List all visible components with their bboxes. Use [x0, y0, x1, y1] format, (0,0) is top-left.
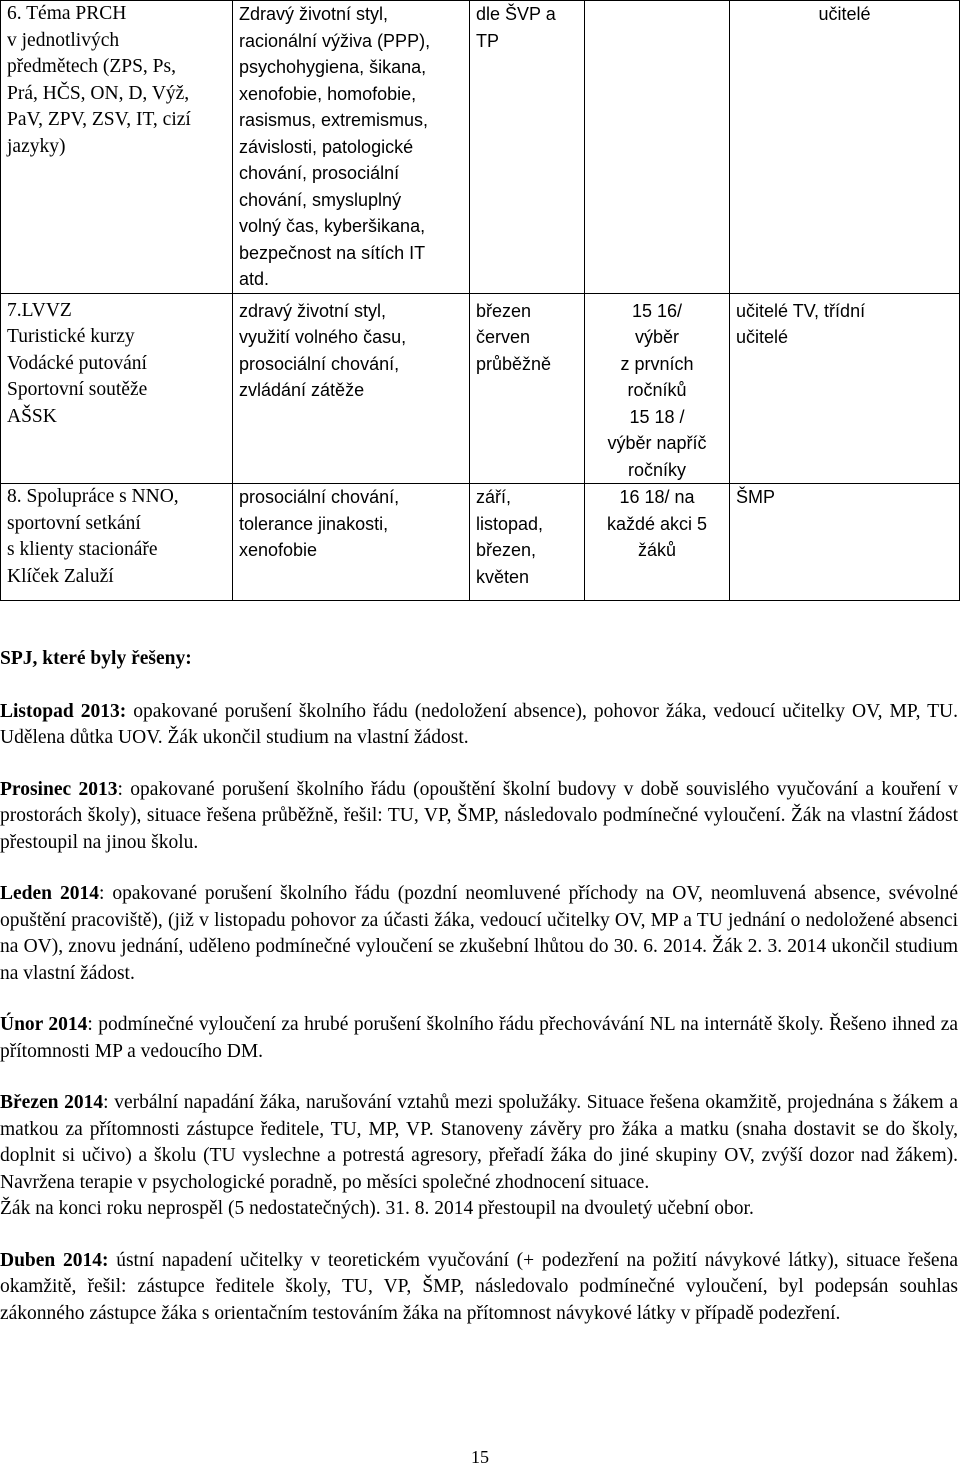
spj-entry-text: : opakované porušení školního řádu (opouštění školní budovy v době souvislého vyučování a kouření v prostorách školy), situace řešena průběžně, řešil: TU, VP, ŠMP, následovalo podmínečné vyloučení. Žák na vlastní žádost přestoupil na jinou školu.	[0, 778, 958, 853]
time-cell: dle ŠVP a TP	[470, 1, 585, 294]
spj-heading: SPJ, které byly řešeny:	[0, 648, 192, 669]
count-cell: 15 16/ výběr z prvních ročníků 15 18 / výběr napříč ročníky	[585, 293, 730, 484]
spj-entry-extra: Žák na konci roku neprospěl (5 nedostatečných). 31. 8. 2014 přestoupil na dvouletý učební obor.	[0, 1198, 754, 1219]
table-row	[1, 293, 960, 484]
topic-cell: 7.LVVZ Turistické kurzy Vodácké putování Sportovní soutěže AŠSK	[1, 293, 233, 484]
spj-entry	[0, 1248, 958, 1328]
responsible-cell: učitelé TV, třídní učitelé	[730, 293, 960, 484]
spj-entry-text: : opakované porušení školního řádu (pozdní neomluvené příchody na OV, neomluvená absence, svévolné opuštění pracoviště), (již v listopadu pohovor za účasti žáka, vedoucí učitelky OV, MP a TU jednání o nedoložené absenci na OV), znovu jednání, uděleno podmínečné vyloučení se zkušební lhůtou do 30. 6. 2014. Žák 2. 3. 2014 ukončil studium na vlastní žádost.	[0, 883, 958, 984]
page-number: 15	[471, 1447, 489, 1467]
content-cell: prosociální chování, tolerance jinakosti, xenofobie	[233, 484, 470, 601]
spj-entry-date: Leden 2014	[0, 883, 99, 904]
spj-entry	[0, 1012, 958, 1065]
table-row	[1, 484, 960, 601]
topic-cell: 6. Téma PRCH v jednotlivých předmětech (ZPS, Ps, Prá, HČS, ON, D, Výž, PaV, ZPV, ZSV, IT, cizí jazyky)	[1, 1, 233, 294]
responsible-cell: učitelé	[730, 1, 960, 294]
spj-entry-date: Listopad 2013:	[0, 700, 127, 722]
spj-entry-date: Duben 2014:	[0, 1249, 109, 1271]
spj-entry	[0, 699, 958, 752]
spj-entry-text: : podmínečné vyloučení za hrubé porušení školního řádu přechovávání NL na internátě školy. Řešeno ihned za přítomnosti MP a vedoucího DM.	[0, 1014, 959, 1062]
spj-entry-text: ústní napadení učitelky v teoretickém vyučování (+ podezření na požití návykové látky), situace řešena okamžitě, řešil: zástupce ředitele školy, TU, VP, ŠMP, následovalo podmínečné vyloučení, byl podepsán souhlas zákonného zástupce žáka s orientačním testováním žáka na přítomnost návykové látky v případě podezření.	[0, 1249, 958, 1324]
content-cell: zdravý životní styl, využití volného času, prosociální chování, zvládání zátěže	[233, 293, 470, 484]
time-cell: září, listopad, březen, květen	[470, 484, 585, 601]
spj-entry-text: opakované porušení školního řádu (nedoložení absence), pohovor žáka, vedoucí učitelky OV, MP, TU. Udělena důtka UOV. Žák ukončil studium na vlastní žádost.	[0, 700, 958, 748]
topic-cell: 8. Spolupráce s NNO, sportovní setkání s klienty stacionáře Klíček Zaluží	[1, 484, 233, 601]
count-cell	[585, 1, 730, 294]
spj-entry	[0, 1090, 958, 1223]
time-cell: březen červen průběžně	[470, 293, 585, 484]
spj-entry-text: : verbální napadání žáka, narušování vztahů mezi spolužáky. Situace řešena okamžitě, projednána s žákem a matkou za přítomnosti zástupce ředitele, TU, MP, VP. Stanoveny závěry pro žáka a matku (snaha dostavit se do školy, doplnit si učivo) a školu (TU vyslechne a potrestá agresory, přeřadí žáka do jiné skupiny OV, zvýší dozor nad žákem). Navržena terapie v psychologické poradně, po měsíci společné zhodnocení situace.	[0, 1092, 958, 1193]
responsible-cell: ŠMP	[730, 484, 960, 601]
spj-entry-date: Prosinec 2013	[0, 778, 118, 800]
prevention-activities-table	[0, 0, 960, 601]
spj-entry	[0, 881, 958, 987]
table-row	[1, 1, 960, 294]
content-cell: Zdravý životní styl, racionální výživa (PPP), psychohygiena, šikana, xenofobie, homofobie, rasismus, extremismus, závislosti, patologické chování, prosociální chování, smysluplný volný čas, kyberšikana, bezpečnost na sítích IT atd.	[233, 1, 470, 294]
spj-section	[0, 646, 958, 1352]
spj-entry-date: Únor 2014	[0, 1014, 88, 1035]
spj-entry	[0, 777, 958, 857]
count-cell: 16 18/ na každé akci 5 žáků	[585, 484, 730, 601]
spj-entry-date: Březen 2014	[0, 1092, 104, 1113]
